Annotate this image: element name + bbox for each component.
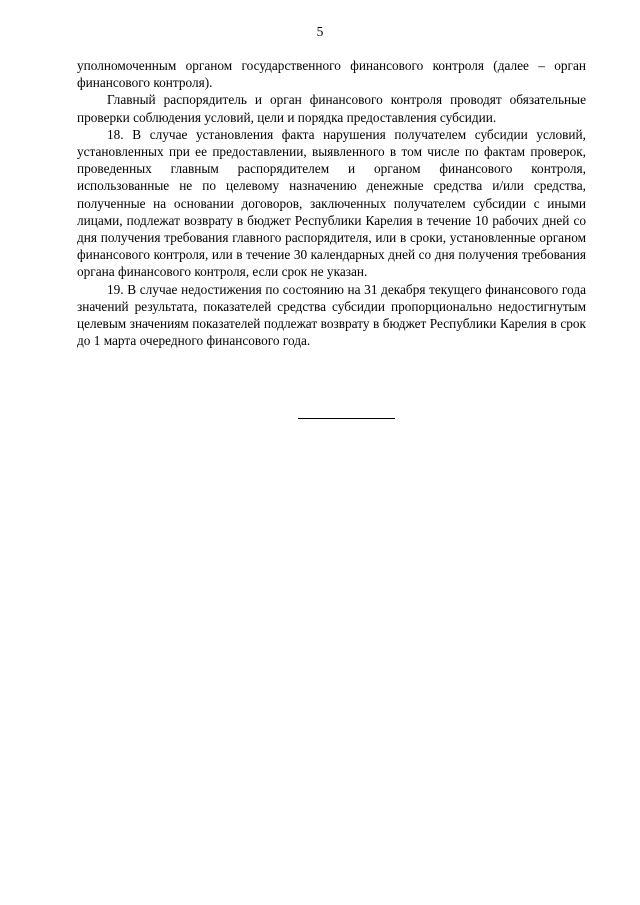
- page-number: 5: [316, 24, 324, 39]
- paragraph-item-18: 18. В случае установления факта нарушения получателем субсидии условий, установленных при ее предоставлении, выявленного в том числе по фактам проверок, проведенных главным распорядителем и органом финансового контроля, использованные не по целевому назначению денежные средства и/или средства, полученные на основании договоров, заключенных получателем субсидии с иными лицами, подлежат возврату в бюджет Республики Карелия в течение 10 рабочих дней со дня получения требования главного распорядителя, или в сроки, установленные органом финансового контроля, или в течение 30 календарных дней со дня получения требования органа финансового контроля, если срок не указан.: [77, 126, 586, 280]
- paragraph-continuation: уполномоченным органом государственного финансового контроля (далее – орган финансового контроля).: [77, 58, 586, 91]
- paragraph-item-19: 19. В случае недостижения по состоянию на 31 декабря текущего финансового года значений результата, показателей средства субсидии пропорционально недостигнутым целевым значениям показателей подлежат возврату в бюджет Республики Карелия в срок до 1 марта очередного финансового года.: [77, 281, 586, 349]
- document-body: [77, 57, 586, 349]
- end-of-document-rule: [298, 418, 395, 419]
- paragraph-inspections: Главный распорядитель и орган финансового контроля проводят обязательные проверки соблюдения условий, цели и порядка предоставления субсидии.: [77, 92, 586, 125]
